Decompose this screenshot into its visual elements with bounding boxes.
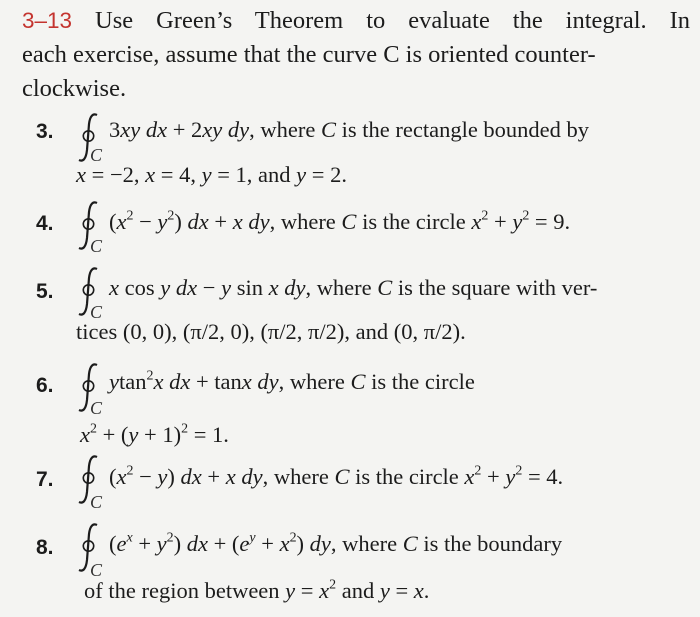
integral-subscript: C xyxy=(90,145,103,165)
integral-subscript: C xyxy=(90,492,103,512)
exercise-number: 6. xyxy=(36,374,54,397)
exercise-number: 3. xyxy=(36,120,54,143)
integral-subscript: C xyxy=(90,302,103,322)
exercise-number: 7. xyxy=(36,468,54,491)
exercise-line-1: $(x^2 - y)$ dx + x dy, where C is the circle $x^2 + y^2 = 4$. xyxy=(109,463,564,489)
integral-subscript: C xyxy=(90,236,103,256)
instructions-line-1 xyxy=(22,4,690,38)
exercise-line-1: $(e^x + y^2)$ dx + $(e^y + x^2)$ dy, where C is the boundary xyxy=(109,530,563,556)
exercise-line-1: 3xy dx + 2xy dy, where C is the rectangle bounded by xyxy=(109,117,590,142)
exercise-line-2: of the region between $y = x^2$ and y = x. xyxy=(84,577,430,603)
exercise-number: 4. xyxy=(36,212,54,235)
instructions-line-2: each exercise, assume that the curve C is oriented counter- xyxy=(22,41,596,68)
exercise-line-2: x = −2, x = 4, y = 1, and y = 2. xyxy=(76,162,347,187)
exercise-instructions xyxy=(22,4,690,106)
exercise-line-1: x cos y dx − y sin x dy, where C is the square with ver- xyxy=(109,275,598,300)
integral-subscript: C xyxy=(90,560,103,580)
exercise-line-2: $x^2 + (y + 1)^2 = 1$. xyxy=(80,421,229,447)
exercise-line-2: tices (0, 0), (π/2, 0), (π/2, π/2), and (0, π/2). xyxy=(76,319,466,344)
exercise-line-1: $(x^2 - y^2)$ dx + x dy, where C is the circle $x^2 + y^2 = 9$. xyxy=(109,208,571,234)
integral-subscript: C xyxy=(90,398,103,418)
exercise-number: 5. xyxy=(36,280,54,303)
instructions-line-3: clockwise. xyxy=(22,75,127,102)
exercise-range: 3–13 xyxy=(22,8,73,33)
exercise-line-1: ytan$^2$x dx + tanx dy, where C is the circle xyxy=(109,368,475,394)
instructions-text-1: Use Green’s Theorem to evaluate the integral. In xyxy=(95,7,690,34)
exercise-number: 8. xyxy=(36,536,54,559)
